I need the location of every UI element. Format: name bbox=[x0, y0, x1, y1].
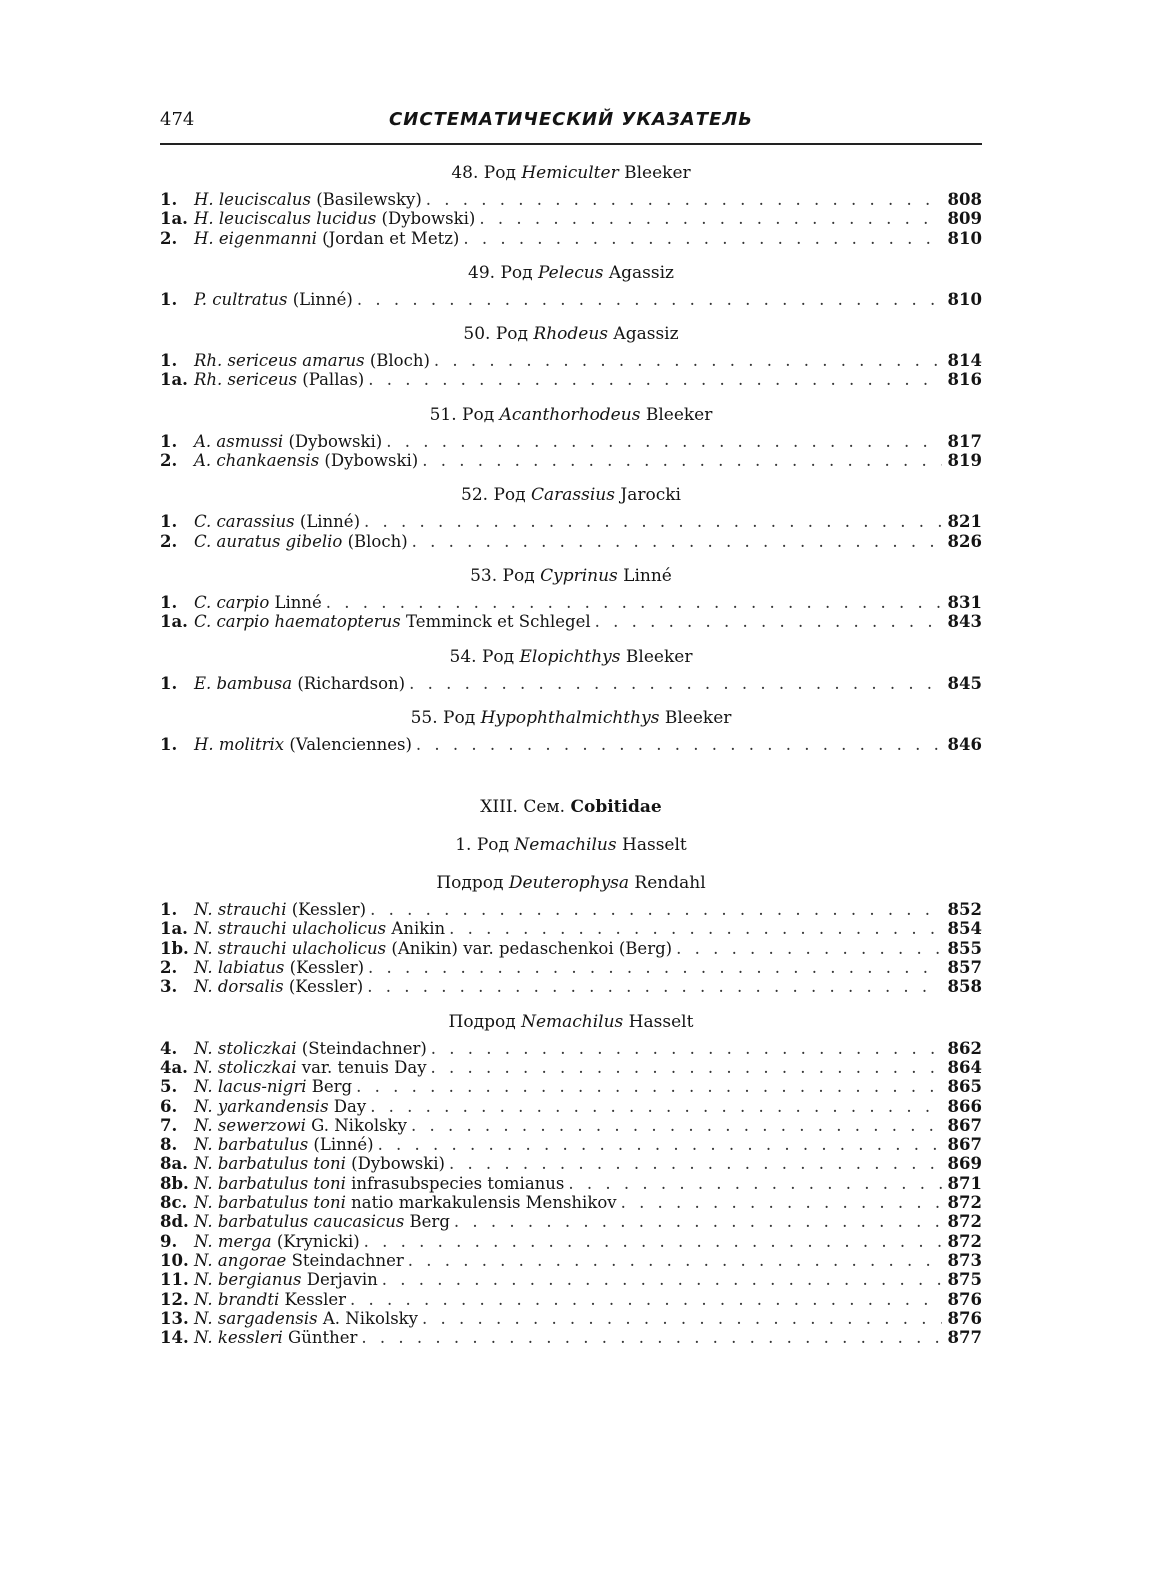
entry-page: 877 bbox=[947, 1328, 982, 1348]
species-author: A. Nikolsky bbox=[317, 1308, 419, 1328]
entry-name bbox=[194, 593, 322, 612]
heading-prefix: Подрод bbox=[436, 873, 509, 894]
entry-page: 872 bbox=[947, 1193, 982, 1213]
index-entry bbox=[160, 351, 982, 370]
index-entry bbox=[160, 1116, 982, 1135]
index-entry bbox=[160, 1174, 982, 1193]
entry-page: 817 bbox=[947, 431, 982, 451]
entry-page: 857 bbox=[947, 958, 982, 978]
species-author: (Steindachner) bbox=[296, 1038, 427, 1058]
species-name: N. barbatulus caucasicus bbox=[194, 1212, 405, 1232]
species-name: H. leuciscalus bbox=[194, 190, 311, 209]
species-name: N. labiatus bbox=[194, 958, 285, 978]
species-author: Berg bbox=[404, 1212, 450, 1232]
entry-name bbox=[194, 451, 418, 470]
species-name: N. barbatulus toni bbox=[194, 1154, 346, 1174]
entry-name bbox=[194, 351, 430, 370]
species-name: C. carpio haematopterus bbox=[194, 612, 401, 632]
dot-leader bbox=[463, 229, 942, 248]
genus-heading bbox=[160, 705, 982, 731]
entry-number: 1a. bbox=[160, 370, 188, 390]
entry-number: 4a. bbox=[160, 1057, 188, 1077]
heading-taxon-name: Pelecus bbox=[538, 262, 604, 283]
dot-leader bbox=[364, 512, 942, 531]
entry-name bbox=[194, 1174, 564, 1193]
index-entry bbox=[160, 1212, 982, 1231]
dot-leader bbox=[357, 290, 942, 309]
heading-prefix: 55. Род bbox=[410, 707, 481, 728]
heading-prefix: 53. Род bbox=[470, 565, 541, 586]
entry-number: 7. bbox=[160, 1115, 178, 1135]
species-name: N. barbatulus toni bbox=[194, 1193, 346, 1213]
entry-name bbox=[194, 532, 408, 551]
entry-page: 808 bbox=[947, 190, 982, 209]
species-name: N. barbatulus toni bbox=[194, 1173, 346, 1193]
entry-name bbox=[194, 1097, 366, 1116]
species-author: G. Nikolsky bbox=[305, 1115, 407, 1135]
genus-heading bbox=[160, 482, 982, 508]
dot-leader bbox=[370, 1097, 942, 1116]
species-author: (Dybowski) bbox=[376, 209, 476, 229]
species-author: infrasubspecies tomianus bbox=[345, 1173, 565, 1193]
entry-number: 8c. bbox=[160, 1193, 188, 1213]
heading-prefix: Подрод bbox=[448, 1011, 522, 1032]
entry-name bbox=[194, 1328, 357, 1347]
entry-page: 843 bbox=[947, 612, 982, 632]
genus-heading bbox=[160, 1009, 982, 1035]
heading-author: Linné bbox=[617, 565, 672, 586]
index-entry bbox=[160, 958, 982, 977]
entry-number: 1. bbox=[160, 351, 178, 371]
entry-number: 2. bbox=[160, 531, 178, 551]
index-entry bbox=[160, 451, 982, 470]
entry-name bbox=[194, 1290, 346, 1309]
entry-number: 1a. bbox=[160, 612, 188, 632]
species-name: N. brandti bbox=[194, 1289, 280, 1309]
heading-taxon-name: Acanthorhodeus bbox=[499, 404, 641, 425]
entry-number: 6. bbox=[160, 1096, 178, 1116]
entry-name bbox=[194, 674, 405, 693]
entry-name bbox=[194, 1309, 418, 1328]
species-author: Anikin bbox=[386, 919, 446, 939]
dot-leader bbox=[356, 1077, 942, 1096]
entry-page: 816 bbox=[947, 370, 982, 390]
entry-number: 2. bbox=[160, 228, 178, 248]
species-name: A. asmussi bbox=[194, 431, 284, 451]
index-entry bbox=[160, 1097, 982, 1116]
heading-taxon-name: Hypophthalmichthys bbox=[480, 707, 660, 728]
entry-page: 845 bbox=[947, 673, 982, 693]
entry-page: 809 bbox=[947, 209, 982, 229]
genus-heading bbox=[160, 644, 982, 670]
dot-leader bbox=[412, 532, 942, 551]
entry-number: 3. bbox=[160, 977, 178, 997]
entry-page: 821 bbox=[947, 512, 982, 532]
entry-page: 852 bbox=[947, 900, 982, 920]
entry-name bbox=[194, 735, 412, 754]
dot-leader bbox=[382, 1270, 942, 1289]
species-name: N. strauchi bbox=[194, 900, 287, 920]
dot-leader bbox=[364, 1232, 942, 1251]
dot-leader bbox=[350, 1290, 942, 1309]
species-name: N. stoliczkai bbox=[194, 1038, 297, 1058]
heading-author: Bleeker bbox=[640, 404, 713, 425]
dot-leader bbox=[595, 612, 942, 631]
entry-name bbox=[194, 290, 353, 309]
species-author: Günther bbox=[282, 1328, 358, 1348]
heading-taxon-name: Hemiculter bbox=[521, 163, 619, 183]
heading-prefix: XIII. Сем. bbox=[480, 797, 571, 818]
entry-number: 1a. bbox=[160, 209, 188, 229]
entry-name bbox=[194, 1116, 407, 1135]
index-entry bbox=[160, 1270, 982, 1289]
genus-heading bbox=[160, 321, 982, 347]
entry-number: 12. bbox=[160, 1289, 189, 1309]
entry-number: 1. bbox=[160, 734, 178, 754]
entry-name bbox=[194, 1212, 450, 1231]
entry-name bbox=[194, 958, 364, 977]
entry-name bbox=[194, 1058, 427, 1077]
species-name: N. strauchi ulacholicus bbox=[194, 938, 387, 958]
index-entry bbox=[160, 939, 982, 958]
entry-page: 846 bbox=[947, 734, 982, 754]
species-author: Berg bbox=[306, 1077, 353, 1097]
species-name: C. auratus gibelio bbox=[194, 531, 343, 551]
species-name: P. cultratus bbox=[194, 289, 288, 309]
entry-number: 10. bbox=[160, 1250, 189, 1270]
dot-leader bbox=[676, 939, 942, 958]
species-name: A. chankaensis bbox=[194, 451, 320, 471]
species-name: N. bergianus bbox=[194, 1270, 302, 1290]
dot-leader bbox=[479, 209, 942, 228]
genus-heading bbox=[160, 870, 982, 896]
species-name: N. sewerzowi bbox=[194, 1115, 306, 1135]
species-author: Steindachner bbox=[286, 1250, 404, 1270]
species-name: E. bambusa bbox=[194, 673, 293, 693]
heading-prefix: 52. Род bbox=[461, 485, 532, 506]
species-author: (Linné) bbox=[294, 512, 361, 532]
species-author: (Richardson) bbox=[292, 673, 406, 693]
dot-leader bbox=[370, 900, 942, 919]
entry-number: 13. bbox=[160, 1308, 189, 1328]
dot-leader bbox=[434, 351, 942, 370]
dot-leader bbox=[326, 593, 942, 612]
index-entry bbox=[160, 735, 982, 754]
entry-number: 8a. bbox=[160, 1154, 188, 1174]
entry-page: 810 bbox=[947, 228, 982, 248]
species-name: N. angorae bbox=[194, 1250, 287, 1270]
entry-page: 876 bbox=[947, 1289, 982, 1309]
species-name: N. lacus-nigri bbox=[194, 1077, 307, 1097]
entry-name bbox=[194, 939, 672, 958]
species-name: N. dorsalis bbox=[194, 977, 284, 997]
index-entry bbox=[160, 1251, 982, 1270]
entry-page: 864 bbox=[947, 1057, 982, 1077]
entry-page: 862 bbox=[947, 1038, 982, 1058]
page-header bbox=[160, 109, 982, 145]
species-author: Kessler bbox=[279, 1289, 347, 1309]
dot-leader bbox=[454, 1212, 942, 1231]
heading-prefix: 51. Род bbox=[429, 404, 500, 425]
entry-page: 826 bbox=[947, 531, 982, 551]
genus-heading bbox=[160, 160, 982, 186]
entry-number: 1. bbox=[160, 592, 178, 612]
species-author: (Basilewsky) bbox=[310, 190, 422, 209]
dot-leader bbox=[416, 735, 942, 754]
dot-leader bbox=[367, 977, 942, 996]
entry-page: 866 bbox=[947, 1096, 982, 1116]
dot-leader bbox=[449, 1154, 942, 1173]
index-entry bbox=[160, 612, 982, 631]
genus-heading bbox=[160, 563, 982, 589]
species-name: N. kessleri bbox=[194, 1328, 283, 1348]
heading-author: Rendahl bbox=[629, 873, 706, 894]
species-author: natio markakulensis Menshikov bbox=[345, 1193, 617, 1213]
dot-leader bbox=[411, 1116, 942, 1135]
species-author: (Kessler) bbox=[286, 900, 367, 920]
entry-number: 11. bbox=[160, 1270, 189, 1290]
species-author: (Pallas) bbox=[297, 370, 365, 390]
entry-number: 9. bbox=[160, 1231, 178, 1251]
heading-prefix: 50. Род bbox=[463, 324, 534, 345]
entry-name bbox=[194, 919, 445, 938]
dot-leader bbox=[431, 1058, 942, 1077]
species-author: Linné bbox=[269, 592, 322, 612]
species-name: C. carassius bbox=[194, 512, 295, 532]
dot-leader bbox=[431, 1039, 942, 1058]
species-name: N. stoliczkai bbox=[194, 1057, 297, 1077]
species-author: (Anikin) var. pedaschenkoi (Berg) bbox=[386, 938, 673, 958]
dot-leader bbox=[386, 432, 942, 451]
dot-leader bbox=[361, 1328, 942, 1347]
dot-leader bbox=[409, 674, 942, 693]
species-author: (Dybowski) bbox=[283, 431, 383, 451]
heading-taxon-name: Carassius bbox=[531, 485, 615, 506]
entry-number: 2. bbox=[160, 451, 178, 471]
species-name: H. eigenmanni bbox=[194, 228, 317, 248]
species-author: Day bbox=[328, 1096, 367, 1116]
heading-author: Jarocki bbox=[614, 485, 681, 506]
entry-number: 8b. bbox=[160, 1173, 189, 1193]
dot-leader bbox=[621, 1193, 942, 1212]
dot-leader bbox=[449, 919, 942, 938]
entry-name bbox=[194, 190, 422, 209]
entry-number: 8d. bbox=[160, 1212, 189, 1232]
heading-prefix: 49. Род bbox=[468, 262, 538, 283]
species-name: Rh. sericeus amarus bbox=[194, 351, 365, 371]
heading-author: Agassiz bbox=[603, 262, 674, 283]
entry-page: 814 bbox=[947, 351, 982, 371]
index-entry bbox=[160, 1193, 982, 1212]
heading-taxon-name: Nemachilus bbox=[514, 835, 617, 856]
dot-leader bbox=[568, 1174, 942, 1193]
entry-name bbox=[194, 1232, 360, 1251]
species-author: (Linné) bbox=[308, 1135, 374, 1155]
entry-page: 876 bbox=[947, 1308, 982, 1328]
species-author: (Valenciennes) bbox=[284, 734, 412, 754]
entry-name bbox=[194, 432, 382, 451]
entry-number: 1. bbox=[160, 431, 178, 451]
heading-author: Bleeker bbox=[620, 646, 693, 667]
entry-page: 869 bbox=[947, 1154, 982, 1174]
species-name: N. sargadensis bbox=[194, 1308, 318, 1328]
family-heading bbox=[160, 794, 982, 820]
heading-taxon-name: Rhodeus bbox=[533, 324, 609, 345]
entry-name bbox=[194, 512, 360, 531]
entry-name bbox=[194, 977, 363, 996]
entry-page: 875 bbox=[947, 1270, 982, 1290]
entry-number: 1. bbox=[160, 900, 178, 920]
index-content bbox=[160, 160, 982, 1359]
entry-page: 855 bbox=[947, 938, 982, 958]
index-entry bbox=[160, 1309, 982, 1328]
index-entry bbox=[160, 1077, 982, 1096]
entry-name bbox=[194, 1135, 374, 1154]
index-entry bbox=[160, 1039, 982, 1058]
species-name: H. molitrix bbox=[194, 734, 285, 754]
entry-name bbox=[194, 1077, 352, 1096]
species-author: (Bloch) bbox=[342, 531, 408, 551]
entry-number: 1. bbox=[160, 190, 178, 209]
species-author: (Krynicki) bbox=[271, 1231, 360, 1251]
species-name: C. carpio bbox=[194, 592, 270, 612]
genus-heading bbox=[160, 832, 982, 858]
index-entry bbox=[160, 190, 982, 209]
species-author: Temminck et Schlegel bbox=[400, 612, 591, 632]
entry-number: 1a. bbox=[160, 919, 188, 939]
heading-taxon-name: Cobitidae bbox=[570, 797, 662, 818]
entry-page: 865 bbox=[947, 1077, 982, 1097]
heading-taxon-name: Elopichthys bbox=[519, 646, 621, 667]
species-author: (Linné) bbox=[287, 289, 353, 309]
entry-page: 819 bbox=[947, 451, 982, 471]
dot-leader bbox=[378, 1135, 942, 1154]
entry-page: 867 bbox=[947, 1115, 982, 1135]
index-entry bbox=[160, 209, 982, 228]
species-name: N. barbatulus bbox=[194, 1135, 309, 1155]
entry-page: 871 bbox=[947, 1173, 982, 1193]
species-author: Derjavin bbox=[301, 1270, 378, 1290]
entry-number: 14. bbox=[160, 1328, 189, 1348]
running-title: СИСТЕМАТИЧЕСКИЙ УКАЗАТЕЛЬ bbox=[389, 109, 753, 130]
entry-page: 831 bbox=[947, 592, 982, 612]
heading-taxon-name: Deuterophysa bbox=[508, 873, 630, 894]
index-entry bbox=[160, 532, 982, 551]
entry-name bbox=[194, 1154, 445, 1173]
entry-name bbox=[194, 612, 591, 631]
index-entry bbox=[160, 1290, 982, 1309]
entry-page: 872 bbox=[947, 1212, 982, 1232]
entry-number: 1. bbox=[160, 512, 178, 532]
dot-leader bbox=[408, 1251, 942, 1270]
entry-page: 858 bbox=[947, 977, 982, 997]
entry-name bbox=[194, 1270, 378, 1289]
entry-name bbox=[194, 1251, 404, 1270]
index-entry bbox=[160, 290, 982, 309]
entry-name bbox=[194, 370, 364, 389]
species-author: (Kessler) bbox=[284, 958, 365, 978]
dot-leader bbox=[422, 1309, 942, 1328]
genus-heading bbox=[160, 260, 982, 286]
entry-number: 4. bbox=[160, 1038, 178, 1058]
species-name: N. merga bbox=[194, 1231, 272, 1251]
index-entry bbox=[160, 919, 982, 938]
index-entry bbox=[160, 674, 982, 693]
index-entry bbox=[160, 1058, 982, 1077]
entry-name bbox=[194, 229, 459, 248]
index-entry bbox=[160, 1328, 982, 1347]
dot-leader bbox=[368, 370, 942, 389]
heading-taxon-name: Nemachilus bbox=[521, 1011, 624, 1032]
dot-leader bbox=[422, 451, 942, 470]
index-entry bbox=[160, 432, 982, 451]
heading-author: Bleeker bbox=[618, 163, 691, 183]
entry-number: 8. bbox=[160, 1135, 178, 1155]
heading-author: Bleeker bbox=[659, 707, 732, 728]
entry-number: 2. bbox=[160, 958, 178, 978]
heading-prefix: 54. Род bbox=[449, 646, 520, 667]
dot-leader bbox=[368, 958, 942, 977]
species-name: H. leuciscalus lucidus bbox=[194, 209, 377, 229]
species-name: Rh. sericeus bbox=[194, 370, 298, 390]
species-name: N. yarkandensis bbox=[194, 1096, 329, 1116]
entry-name bbox=[194, 209, 475, 228]
index-entry bbox=[160, 900, 982, 919]
species-author: (Dybowski) bbox=[345, 1154, 445, 1174]
heading-prefix: 48. Род bbox=[451, 163, 522, 183]
entry-page: 810 bbox=[947, 289, 982, 309]
index-entry bbox=[160, 977, 982, 996]
species-author: (Bloch) bbox=[364, 351, 430, 371]
index-entry bbox=[160, 1135, 982, 1154]
entry-name bbox=[194, 900, 366, 919]
species-name: N. strauchi ulacholicus bbox=[194, 919, 387, 939]
heading-author: Agassiz bbox=[608, 324, 679, 345]
heading-author: Hasselt bbox=[623, 1011, 694, 1032]
entry-number: 1b. bbox=[160, 938, 189, 958]
entry-page: 854 bbox=[947, 919, 982, 939]
entry-number: 1. bbox=[160, 289, 178, 309]
species-author: (Kessler) bbox=[283, 977, 364, 997]
index-entry bbox=[160, 1154, 982, 1173]
entry-number: 1. bbox=[160, 673, 178, 693]
species-author: var. tenuis Day bbox=[296, 1057, 427, 1077]
entry-name bbox=[194, 1039, 427, 1058]
heading-prefix: 1. Род bbox=[455, 835, 515, 856]
index-entry bbox=[160, 229, 982, 248]
index-entry bbox=[160, 512, 982, 531]
entry-name bbox=[194, 1193, 617, 1212]
entry-number: 5. bbox=[160, 1077, 178, 1097]
entry-page: 867 bbox=[947, 1135, 982, 1155]
index-entry bbox=[160, 370, 982, 389]
species-author: (Dybowski) bbox=[319, 451, 419, 471]
heading-author: Hasselt bbox=[616, 835, 687, 856]
entry-page: 872 bbox=[947, 1231, 982, 1251]
species-author: (Jordan et Metz) bbox=[316, 228, 460, 248]
page-number: 474 bbox=[160, 109, 195, 130]
index-entry bbox=[160, 1232, 982, 1251]
genus-heading bbox=[160, 402, 982, 428]
index-entry bbox=[160, 593, 982, 612]
entry-page: 873 bbox=[947, 1250, 982, 1270]
dot-leader bbox=[426, 190, 942, 209]
heading-taxon-name: Cyprinus bbox=[540, 565, 618, 586]
